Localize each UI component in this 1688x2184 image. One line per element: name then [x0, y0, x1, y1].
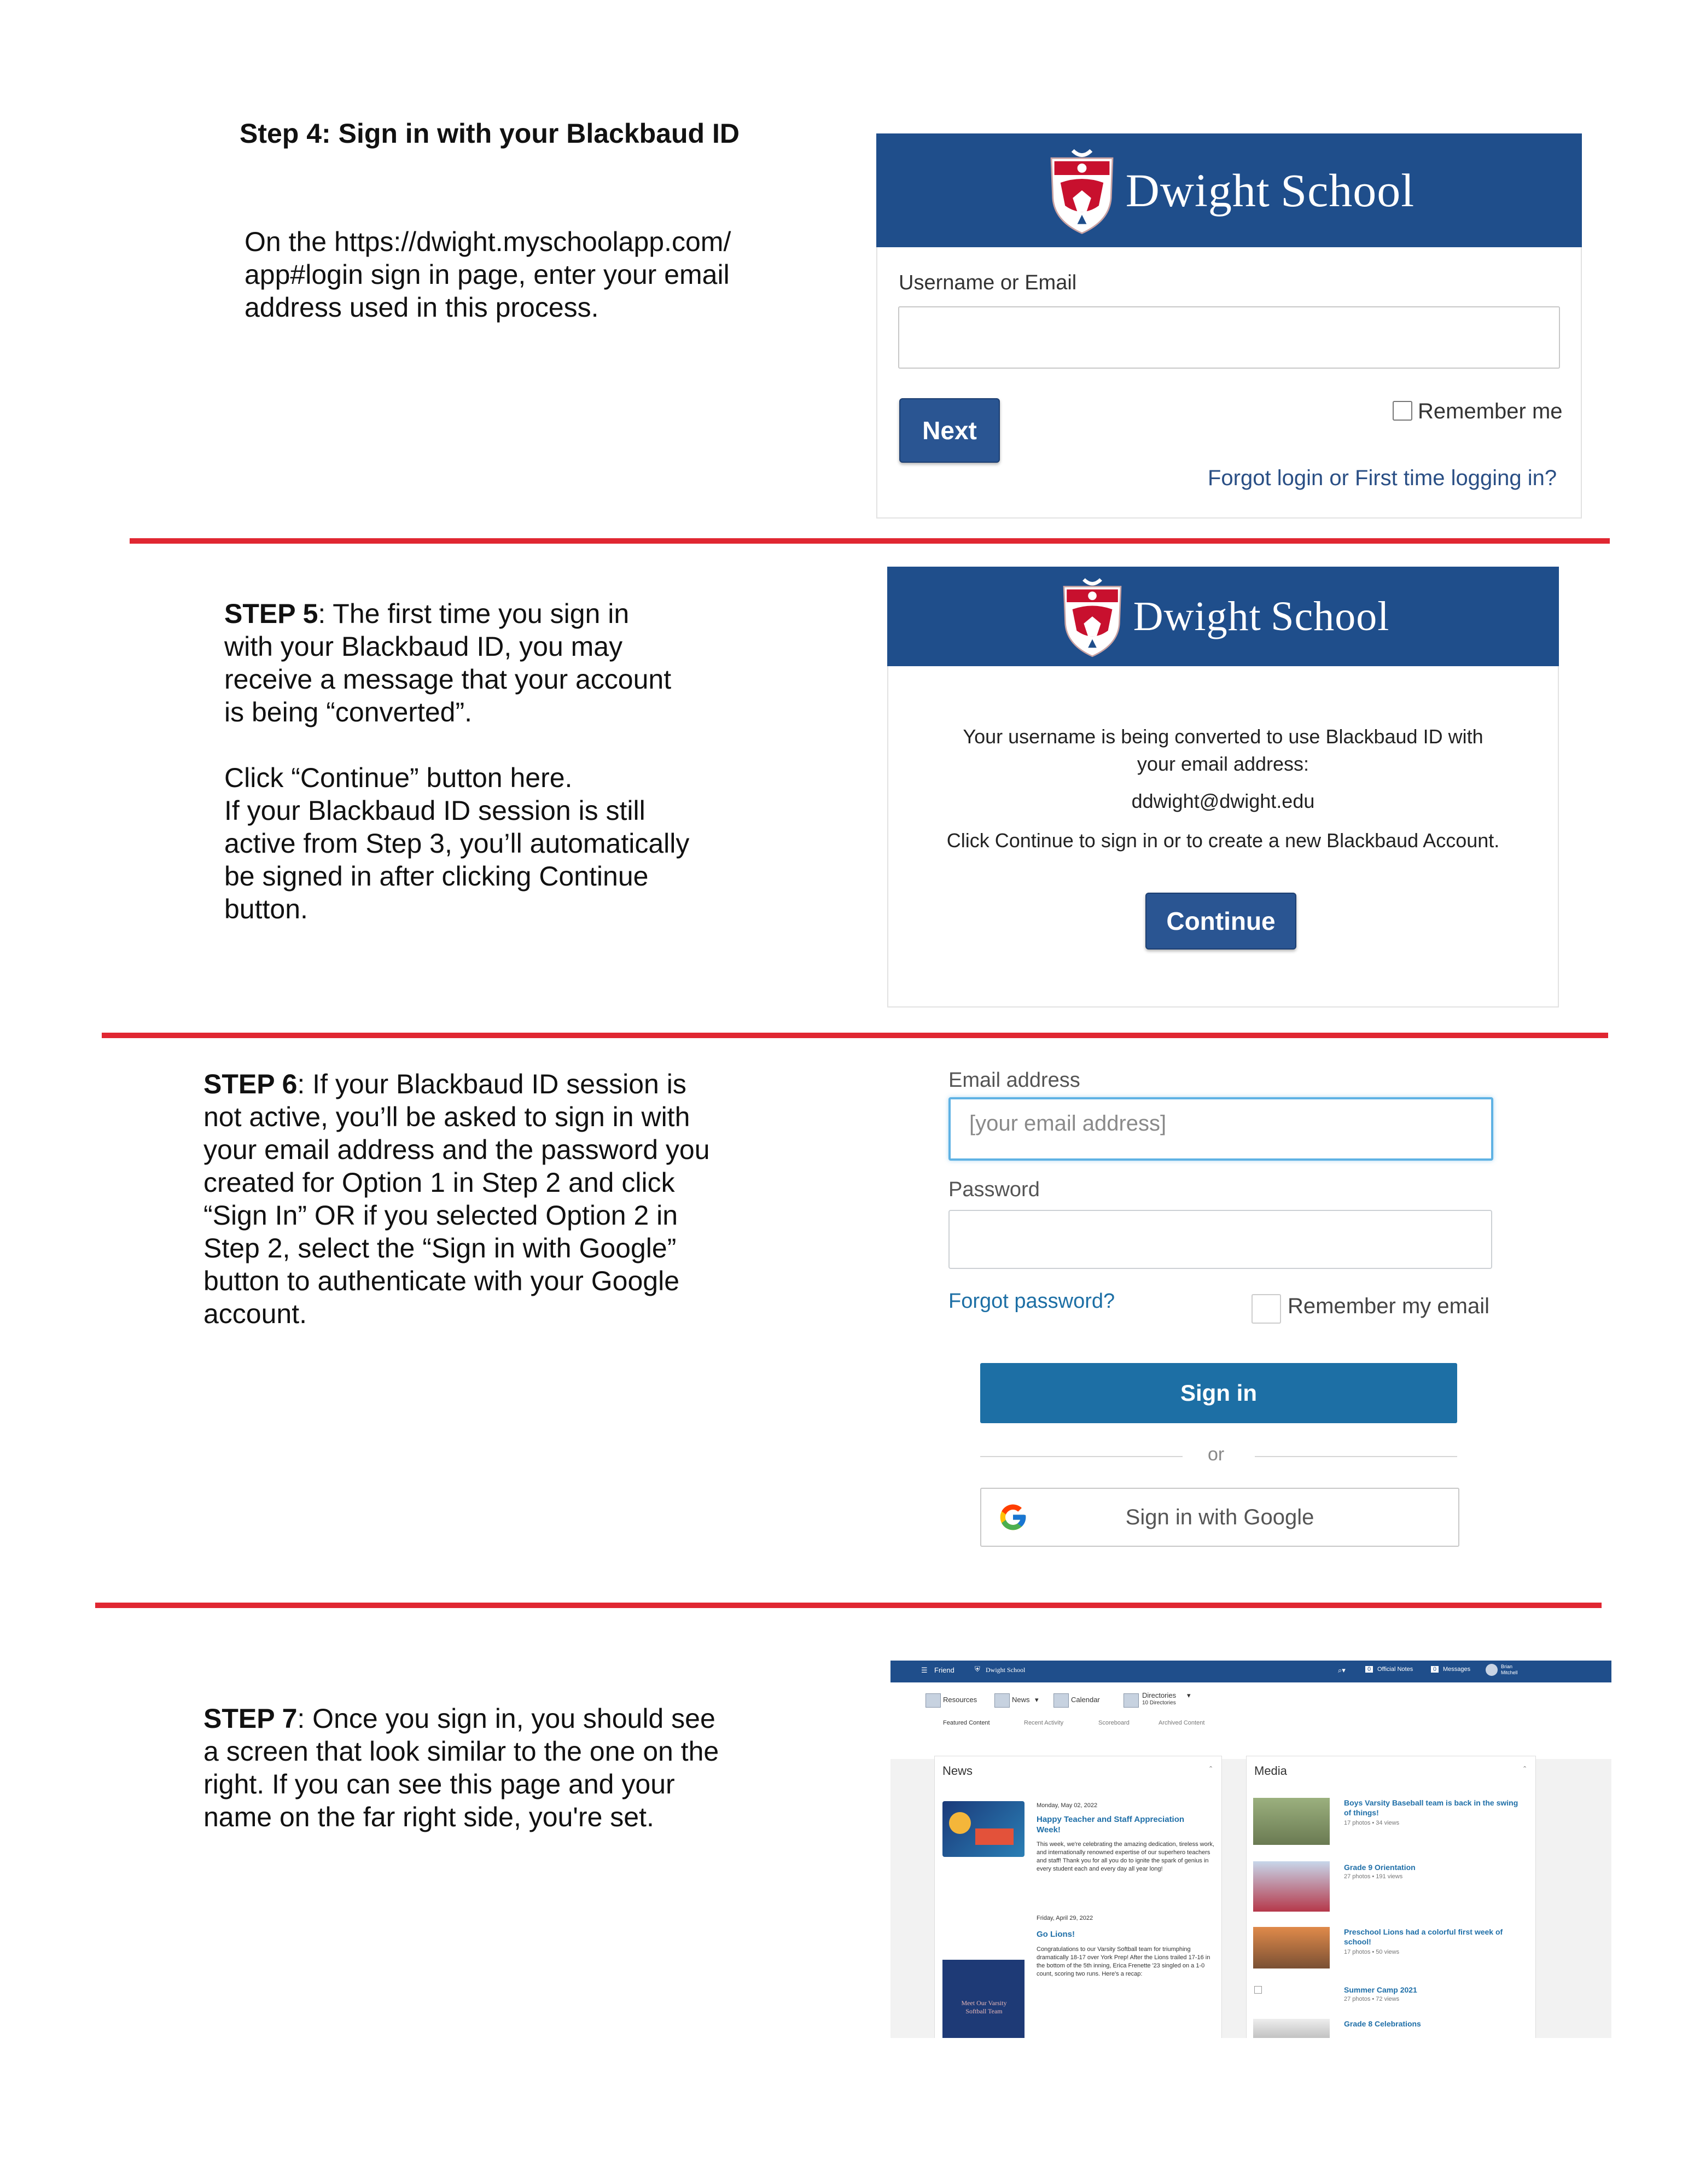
- nav-news[interactable]: News: [1012, 1696, 1030, 1704]
- media-meta-1: 17 photos • 34 views: [1344, 1820, 1400, 1826]
- media-thumb-3[interactable]: [1253, 1927, 1330, 1968]
- crest-icon: [1044, 144, 1120, 237]
- calendar-icon: [1053, 1693, 1069, 1708]
- remember-email-label: Remember my email: [1288, 1294, 1489, 1318]
- username-label: Username or Email: [899, 271, 1077, 294]
- subnav-scoreboard[interactable]: Scoreboard: [1098, 1720, 1130, 1726]
- crest-small-icon: ⛨: [975, 1665, 980, 1673]
- section-divider-1: [130, 538, 1610, 544]
- media-thumb-1[interactable]: [1253, 1798, 1330, 1845]
- news-thumb-1[interactable]: [942, 1801, 1025, 1857]
- media-title-4[interactable]: Summer Camp 2021: [1344, 1985, 1417, 1994]
- directories-chevron-icon[interactable]: ▾: [1187, 1691, 1191, 1699]
- password-input[interactable]: [948, 1210, 1492, 1269]
- or-label: or: [1208, 1444, 1225, 1465]
- email-address-input[interactable]: [948, 1097, 1493, 1161]
- news-text-1: This week, we're celebrating the amazing dedication, tireless work, and internationally renowned expertise of our superhero teachers and staff! Thank you for all you do to ignite the spark of genius in every student each and every day all year long!: [1037, 1841, 1214, 1872]
- media-meta-3: 17 photos • 50 views: [1344, 1949, 1400, 1955]
- sign-in-button[interactable]: Sign in: [980, 1363, 1457, 1423]
- messages-count: 0: [1431, 1666, 1439, 1673]
- step4-heading: Step 4: Sign in with your Blackbaud ID: [240, 118, 740, 149]
- subnav-recent[interactable]: Recent Activity: [1024, 1720, 1064, 1726]
- avatar[interactable]: [1486, 1664, 1498, 1676]
- official-notes-link[interactable]: Official Notes: [1377, 1666, 1413, 1673]
- resources-icon: [926, 1693, 941, 1708]
- media-title-2[interactable]: Grade 9 Orientation: [1344, 1863, 1416, 1872]
- media-title-3[interactable]: Preschool Lions had a colorful first week of school!: [1344, 1927, 1503, 1946]
- news-headline-2[interactable]: Go Lions!: [1037, 1930, 1075, 1939]
- remember-email-checkbox[interactable]: [1252, 1294, 1281, 1324]
- news-icon: [994, 1693, 1010, 1708]
- dashboard-screenshot: [890, 1661, 1611, 2038]
- step6-prefix: STEP 6: [203, 1069, 298, 1099]
- step6-body: : If your Blackbaud ID session is not active, you’ll be asked to sign in with your email address and the password you created for Option 1 in Step 2 and click “Sign In” OR if you selected Option 2 in Step 2, select the “Sign in with Google” button to authenticate with your Google account.: [203, 1069, 710, 1329]
- dashboard-topbar: [890, 1661, 1611, 1682]
- media-title-5[interactable]: Grade 8 Celebrations: [1344, 2019, 1421, 2028]
- continue-button[interactable]: Continue: [1145, 893, 1296, 950]
- news-card-title: News: [942, 1764, 973, 1778]
- remember-me-label: Remember me: [1418, 399, 1563, 423]
- username-input[interactable]: [898, 306, 1560, 369]
- dashboard-nav: [890, 1682, 1611, 1759]
- media-meta-4: 27 photos • 72 views: [1344, 1996, 1400, 2002]
- school-name-first: Dwight: [1133, 593, 1261, 639]
- news-thumb-2[interactable]: [942, 1960, 1025, 2038]
- step7-text: [203, 1702, 772, 1833]
- or-divider-left: [980, 1456, 1183, 1457]
- school-name-second: School: [1280, 164, 1415, 217]
- nav-resources[interactable]: Resources: [943, 1696, 977, 1704]
- media-card: [1246, 1756, 1536, 2038]
- user-name[interactable]: Brian Mitchell: [1501, 1664, 1518, 1675]
- news-collapse-icon[interactable]: ⌃: [1208, 1766, 1214, 1772]
- password-label: Password: [948, 1178, 1040, 1201]
- step5-text: [224, 597, 771, 925]
- school-name-2: [1133, 593, 1390, 640]
- nav-calendar[interactable]: Calendar: [1071, 1696, 1100, 1704]
- news-thumb-2-caption: Meet Our Varsity Softball Team: [961, 1999, 1007, 2015]
- news-date-1: Monday, May 02, 2022: [1037, 1802, 1098, 1809]
- forgot-login-link[interactable]: Forgot login or First time logging in?: [1208, 466, 1557, 490]
- step5-body: : The first time you sign in with your Blackbaud ID, you may receive a message that your account is being “converted”.: [224, 598, 672, 727]
- media-thumb-4-broken-image-icon[interactable]: [1254, 1986, 1262, 1994]
- news-text-2: Congratulations to our Varsity Softball team for triumphing dramatically 18-17 over York Prep! After the Lions trailed 17-16 in the bottom of the 5th inning, Erica Frenette '23 singled on a 1-0 count, scoring two runs. Here's a recap:: [1037, 1946, 1210, 1977]
- google-signin-label: Sign in with Google: [1125, 1505, 1314, 1529]
- news-date-2: Friday, April 29, 2022: [1037, 1915, 1093, 1921]
- menu-icon[interactable]: ☰: [921, 1666, 928, 1674]
- step4-body: On the https://dwight.myschoolapp.com/ app#login sign in page, enter your email address used in this process.: [245, 226, 731, 323]
- step6-paragraph: [203, 1068, 783, 1330]
- school-small-label: Dwight School: [986, 1666, 1026, 1674]
- directories-sub: 10 Directories: [1142, 1700, 1176, 1706]
- step7-paragraph: [203, 1702, 772, 1833]
- section-divider-2: [102, 1033, 1608, 1038]
- search-icon[interactable]: ⌕▾: [1338, 1666, 1346, 1674]
- media-thumb-5[interactable]: [1253, 2019, 1330, 2038]
- or-divider-right: [1255, 1456, 1457, 1457]
- directories-icon: [1124, 1693, 1139, 1708]
- email-placeholder: [your email address]: [969, 1111, 1167, 1135]
- google-signin-button[interactable]: [980, 1488, 1459, 1547]
- step6-text: [203, 1068, 783, 1330]
- school-name-first: Dwight: [1125, 164, 1270, 217]
- news-card: [934, 1756, 1222, 2038]
- school-name-second: School: [1271, 593, 1390, 639]
- remember-me-checkbox[interactable]: [1393, 401, 1412, 421]
- step7-prefix: STEP 7: [203, 1703, 298, 1734]
- step5-paragraph-2: Click “Continue” button here. If your Blackbaud ID session is still active from Step 3, you’ll automatically be signed in after clicking Continue button.: [224, 762, 690, 924]
- media-meta-2: 27 photos • 191 views: [1344, 1873, 1403, 1880]
- media-card-title: Media: [1254, 1764, 1287, 1778]
- forgot-password-link[interactable]: Forgot password?: [948, 1290, 1115, 1313]
- step7-body: : Once you sign in, you should see a screen that look similar to the one on the right. If you can see this page and your name on the far right side, you're set.: [203, 1703, 719, 1832]
- next-button[interactable]: Next: [899, 398, 1000, 463]
- section-divider-3: [95, 1603, 1602, 1608]
- step5-paragraph-1: [224, 597, 771, 729]
- dwight-header: [876, 133, 1582, 247]
- school-name: [1126, 163, 1415, 218]
- email-address-label: Email address: [948, 1069, 1080, 1092]
- subnav-featured[interactable]: Featured Content: [943, 1720, 990, 1726]
- convert-message-line2: your email address:: [1137, 753, 1309, 775]
- convert-instruction: Click Continue to sign in or to create a new Blackbaud Account.: [946, 829, 1500, 852]
- convert-email: ddwight@dwight.edu: [1131, 790, 1315, 812]
- step5-prefix: STEP 5: [224, 598, 318, 629]
- news-headline-1[interactable]: Happy Teacher and Staff Appreciation Week!: [1037, 1815, 1185, 1834]
- notes-count: 0: [1365, 1666, 1373, 1673]
- subnav-archived[interactable]: Archived Content: [1159, 1720, 1205, 1726]
- dwight-header-2: [887, 567, 1559, 666]
- media-title-1[interactable]: Boys Varsity Baseball team is back in the swing of things!: [1344, 1798, 1518, 1817]
- crest-icon: [1057, 574, 1128, 659]
- nav-directories[interactable]: Directories: [1142, 1691, 1177, 1699]
- messages-link[interactable]: Messages: [1443, 1666, 1471, 1673]
- role-label[interactable]: Friend: [934, 1666, 954, 1674]
- convert-message-line1: Your username is being converted to use Blackbaud ID with: [963, 725, 1483, 748]
- media-thumb-2[interactable]: [1253, 1861, 1330, 1912]
- media-collapse-icon[interactable]: ⌃: [1522, 1766, 1528, 1772]
- google-icon: [998, 1502, 1028, 1533]
- news-chevron-icon[interactable]: ▾: [1035, 1696, 1039, 1704]
- convert-message: [887, 723, 1559, 778]
